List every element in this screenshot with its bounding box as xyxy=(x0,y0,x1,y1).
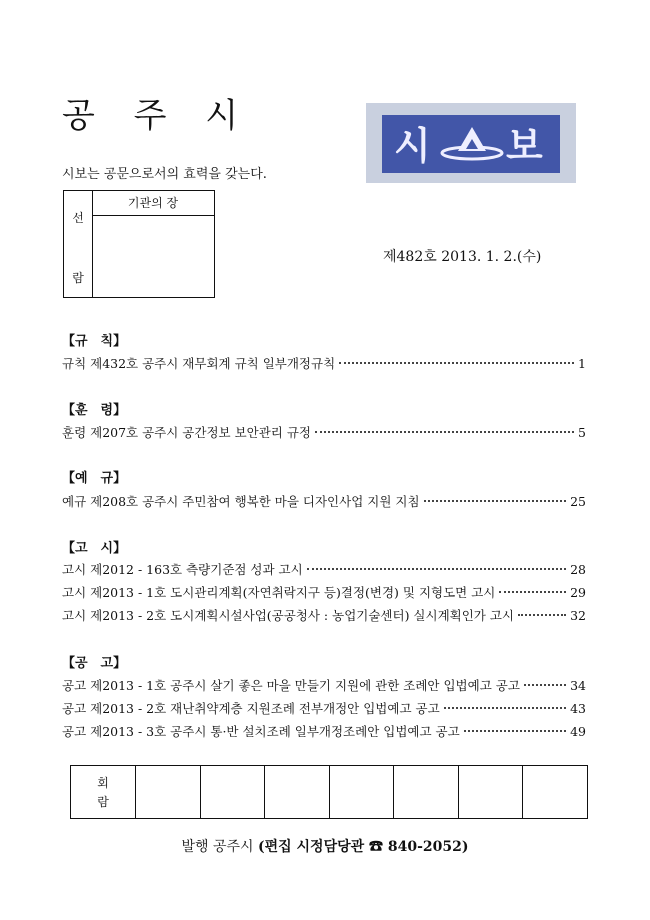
toc-entry[interactable] xyxy=(62,354,586,372)
side-bottom: 람 xyxy=(72,271,84,285)
section-heading: 【예 규】 xyxy=(62,471,127,486)
entry-title: 규칙 제432호 공주시 재무회계 규칙 일부개정규칙 xyxy=(62,356,336,371)
entry-title: 공고 제2013 - 2호 재난취약계층 지원조례 전부개정안 입법예고 공고 xyxy=(62,701,440,716)
section-heading: 【규 칙】 xyxy=(62,334,127,349)
leader-dots xyxy=(424,500,567,502)
entry-title: 공고 제2013 - 3호 공주시 통·반 설치조례 일부개정조례안 입법예고 공고 xyxy=(62,724,460,739)
approval-side xyxy=(64,191,93,297)
review-cell xyxy=(200,766,265,818)
city-title: 공 주 시 xyxy=(62,96,253,136)
entry-page: 34 xyxy=(570,678,586,693)
review-cell xyxy=(458,766,523,818)
toc-entry[interactable] xyxy=(62,583,586,601)
entry-page: 1 xyxy=(578,356,586,371)
entry-title: 훈령 제207호 공주시 공간정보 보안관리 규정 xyxy=(62,425,312,440)
review-table xyxy=(70,765,588,819)
review-cell xyxy=(135,766,200,818)
side-top: 선 xyxy=(72,211,84,225)
review-label xyxy=(71,766,135,818)
entry-page: 32 xyxy=(570,608,586,623)
toc-entry[interactable] xyxy=(62,423,586,441)
review-label-top: 회 xyxy=(97,776,109,790)
section-heading: 【훈 령】 xyxy=(62,403,127,418)
leader-dots xyxy=(464,730,566,732)
review-label-bottom: 람 xyxy=(97,795,109,809)
review-cell xyxy=(264,766,329,818)
toc-entry[interactable] xyxy=(62,492,586,510)
leader-dots xyxy=(307,568,566,570)
section-heading: 【공 고】 xyxy=(62,656,127,671)
toc-entry[interactable] xyxy=(62,676,586,694)
entry-page: 28 xyxy=(570,562,586,577)
svg-text:보: 보 xyxy=(506,124,543,168)
entry-title: 고시 제2012 - 163호 측량기준점 성과 고시 xyxy=(62,562,303,577)
leader-dots xyxy=(315,431,574,433)
svg-text:시: 시 xyxy=(394,124,431,168)
entry-page: 29 xyxy=(570,585,586,600)
review-cell xyxy=(522,766,587,818)
entry-title: 공고 제2013 - 1호 공주시 살기 좋은 마을 만들기 지원에 관한 조례안 입법예고 공고 xyxy=(62,678,520,693)
sibo-logo xyxy=(366,103,576,183)
entry-page: 43 xyxy=(570,701,586,716)
leader-dots xyxy=(499,591,566,593)
toc-entry[interactable] xyxy=(62,722,586,740)
toc-entry[interactable] xyxy=(62,699,586,717)
leader-dots xyxy=(518,614,566,616)
review-cell xyxy=(393,766,458,818)
publisher-footer xyxy=(0,836,650,856)
toc-entry[interactable] xyxy=(62,606,586,624)
entry-title: 예규 제208호 공주시 주민참여 행복한 마을 디자인사업 지원 지침 xyxy=(62,494,420,509)
leader-dots xyxy=(524,684,566,686)
approval-header: 기관의 장 xyxy=(92,191,214,216)
entry-title: 고시 제2013 - 1호 도시관리계획(자연취락지구 등)결정(변경) 및 지형도면 고시 xyxy=(62,585,496,600)
leader-dots xyxy=(444,707,566,709)
entry-page: 49 xyxy=(570,724,586,739)
entry-page: 5 xyxy=(578,425,586,440)
entry-title: 고시 제2013 - 2호 도시계획시설사업(공공청사 : 농업기술센터) 실시계획인가 고시 xyxy=(62,608,514,623)
review-cell xyxy=(329,766,394,818)
approval-box xyxy=(63,190,215,298)
entry-page: 25 xyxy=(570,494,586,509)
leader-dots xyxy=(339,362,574,364)
issue-number-date: 제482호 2013. 1. 2.(수) xyxy=(383,249,542,265)
section-heading: 【고 시】 xyxy=(62,541,127,556)
toc-entry[interactable] xyxy=(62,560,586,578)
logo-icon xyxy=(382,115,560,173)
publisher: 발행 공주시 xyxy=(181,839,254,855)
subtitle: 시보는 공문으로서의 효력을 갖는다. xyxy=(62,167,267,182)
editor-contact: (편집 시정담당관 ☎ 840-2052) xyxy=(257,839,469,855)
